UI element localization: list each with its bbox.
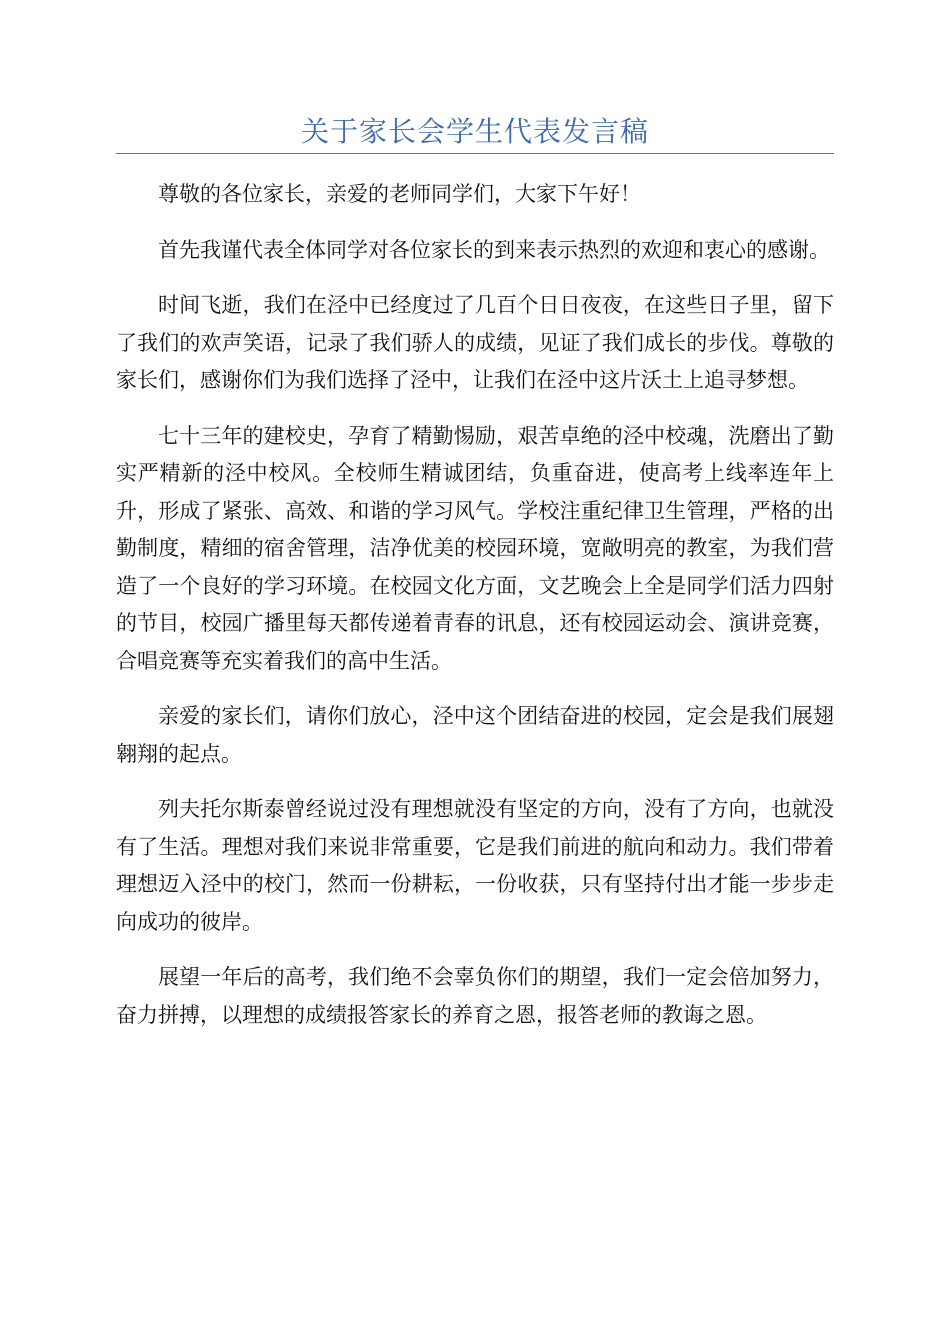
title-underline (116, 153, 834, 154)
paragraph-greeting: 尊敬的各位家长，亲爱的老师同学们，大家下午好！ (158, 182, 641, 206)
document-title: 关于家长会学生代表发言稿 (300, 115, 649, 148)
paragraph-reassurance: 亲爱的家长们，请你们放心，泾中这个团结奋进的校园，定会是我们展翅翱翔的起点。 (116, 704, 834, 766)
document-body (116, 176, 834, 1052)
paragraph-ideals: 列夫托尔斯泰曾经说过没有理想就没有坚定的方向，没有了方向，也就没有了生活。理想对我们来说非常重要，它是我们前进的航向和动力。我们带着理想迈入泾中的校门，然而一份耕耘，一份收获，只有坚持付出才能一步步走向成功的彼岸。 (116, 797, 834, 934)
paragraph-outlook: 展望一年后的高考，我们绝不会辜负你们的期望，我们一定会倍加努力，奋力拼搏，以理想的成绩报答家长的养育之恩，报答老师的教诲之恩。 (116, 965, 834, 1027)
paragraph-welcome: 首先我谨代表全体同学对各位家长的到来表示热烈的欢迎和衷心的感谢。 (158, 237, 830, 262)
paragraph-time: 时间飞逝，我们在泾中已经度过了几百个日日夜夜，在这些日子里，留下了我们的欢声笑语，记录了我们骄人的成绩，见证了我们成长的步伐。尊敬的家长们，感谢你们为我们选择了泾中，让我们在泾中这片沃土上追寻梦想。 (116, 293, 834, 392)
paragraph-school-history: 七十三年的建校史，孕育了精勤惕励，艰苦卓绝的泾中校魂，洗磨出了勤实严精新的泾中校风。全校师生精诚团结，负重奋进，使高考上线率连年上升，形成了紧张、高效、和谐的学习风气。学校注重纪律卫生管理，严格的出勤制度，精细的宿舍管理，洁净优美的校园环境，宽敞明亮的教室，为我们营造了一个良好的学习环境。在校园文化方面，文艺晚会上全是同学们活力四射的节目，校园广播里每天都传递着青春的讯息，还有校园运动会、演讲竞赛，合唱竞赛等充实着我们的高中生活。 (116, 423, 834, 673)
